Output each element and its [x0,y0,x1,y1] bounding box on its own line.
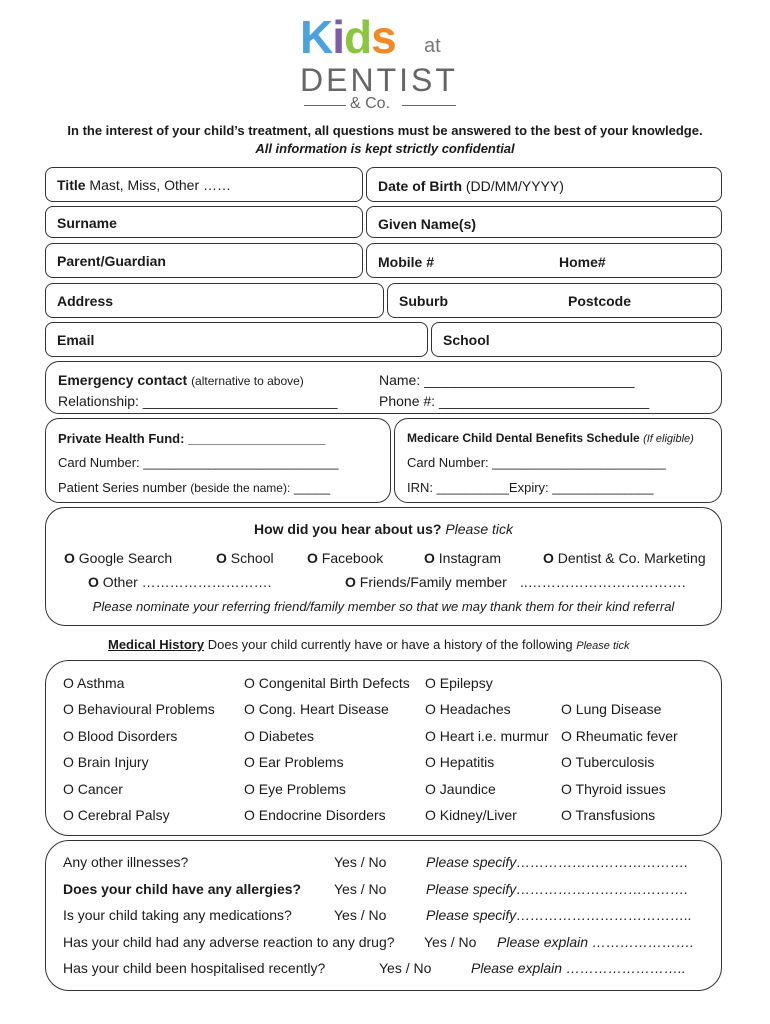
specify-field[interactable]: Please explain …………………….. [471,960,686,976]
condition-checkbox[interactable]: O Rheumatic fever [561,728,678,744]
parent-field[interactable] [45,243,363,278]
condition-checkbox[interactable]: O Jaundice [425,781,496,797]
medical-history-question: Does your child currently have or have a history of the following [207,637,573,652]
email-label: Email [57,332,95,348]
emergency-relationship[interactable]: Relationship: _________________________ [58,393,338,409]
address-label: Address [57,293,114,309]
option-mark: O [216,550,227,566]
health-card-field[interactable]: Card Number: ___________________________ [58,455,339,470]
condition-checkbox[interactable]: O Heart i.e. murmur [425,728,549,744]
address-field[interactable] [45,283,384,318]
condition-checkbox[interactable]: O Asthma [63,675,125,691]
condition-checkbox[interactable]: O Kidney/Liver [425,807,517,823]
logo-dentist: DENTIST [300,62,458,98]
title-label: Title [57,177,86,193]
patient-series-blank: _____ [293,480,331,495]
school-field[interactable] [431,322,722,357]
condition-checkbox[interactable]: O Headaches [425,701,511,717]
condition-checkbox[interactable]: O Transfusions [561,807,656,823]
option-mark: O [88,574,99,590]
option-mark: O [64,550,75,566]
condition-checkbox[interactable]: O Congenital Birth Defects [244,675,410,691]
intro-text: In the interest of your child’s treatment, all questions must be answered to the best of your knowledge. [67,123,703,138]
referral-title-note: Please tick [445,521,514,537]
option-mark: O [307,550,318,566]
question-text: Does your child have any allergies? [63,881,302,897]
logo-kids-letter-i: i [332,11,345,63]
dob-label: Date of Birth [378,178,462,194]
parent-label: Parent/Guardian [57,253,166,269]
yes-no-choice[interactable]: Yes / No [424,934,477,950]
option-facebook[interactable] [307,551,383,565]
medical-questions-box [45,840,722,991]
logo-kids-letter-d: d [344,11,372,63]
emergency-contact-box [45,361,722,414]
given-names-label: Given Name(s) [378,216,477,232]
medical-history-note: Please tick [576,640,630,652]
given-names-field[interactable] [366,206,722,238]
option-label: Facebook [321,550,384,566]
medical-history-title: Medical History [108,637,205,652]
private-health-box [45,418,391,503]
condition-checkbox[interactable]: O Brain Injury [63,754,149,770]
option-label: Dentist & Co. Marketing [557,550,706,566]
option-other[interactable] [88,575,272,589]
option-friends-family[interactable] [345,575,507,589]
title-options: Mast, Miss, Other …… [89,177,231,193]
condition-checkbox[interactable]: O Thyroid issues [561,781,666,797]
logo-kids-letter-s: s [371,11,396,63]
logo-divider-right [402,105,456,106]
irn-expiry-field[interactable]: IRN: __________Expiry: ______________ [407,480,654,495]
option-label: Other ………………………. [102,574,272,590]
email-field[interactable] [45,322,428,357]
condition-checkbox[interactable]: O Epilepsy [425,675,493,691]
question-text: Is your child taking any medications? [63,907,292,923]
surname-field[interactable] [45,206,363,238]
condition-checkbox[interactable]: O Tuberculosis [561,754,655,770]
option-label: Google Search [78,550,173,566]
medical-conditions-box [45,660,722,836]
option-mark: O [345,574,356,590]
dob-format: (DD/MM/YYYY) [465,178,564,194]
yes-no-choice[interactable]: Yes / No [334,881,387,897]
condition-checkbox[interactable]: O Cong. Heart Disease [244,701,389,717]
yes-no-choice[interactable]: Yes / No [334,907,387,923]
specify-field[interactable]: Please specify………………………………. [426,854,689,870]
mobile-label: Mobile # [378,254,435,270]
condition-checkbox[interactable]: O Eye Problems [244,781,346,797]
medical-history-heading [108,637,629,652]
condition-checkbox[interactable]: O Blood Disorders [63,728,178,744]
referral-source-box [45,507,722,626]
option-mark: O [424,550,435,566]
referral-instruction: Please nominate your referring friend/family member so that we may thank them for their kind referral [92,599,675,614]
option-label: School [230,550,274,566]
emergency-name[interactable]: Name: ___________________________ [379,372,635,388]
logo-kids-letter-k: K [300,11,333,63]
health-fund-field[interactable]: Private Health Fund: ___________________ [58,431,326,446]
condition-checkbox[interactable]: O Lung Disease [561,701,662,717]
confidential-note: All information is kept strictly confidential [255,141,515,156]
condition-checkbox[interactable]: O Endocrine Disorders [244,807,386,823]
option-school[interactable] [216,551,274,565]
surname-label: Surname [57,215,117,231]
logo-kids [300,11,396,63]
home-label: Home# [559,254,606,270]
option-label: Friends/Family member [359,574,507,590]
medicare-box [394,418,722,503]
condition-checkbox[interactable]: O Cerebral Palsy [63,807,170,823]
condition-checkbox[interactable]: O Diabetes [244,728,315,744]
postcode-label: Postcode [568,293,632,309]
condition-checkbox[interactable]: O Behavioural Problems [63,701,215,717]
emergency-phone[interactable]: Phone #: ___________________________ [379,393,650,409]
condition-checkbox[interactable]: O Cancer [63,781,123,797]
logo-at: at [424,35,441,57]
option-mark: O [543,550,554,566]
question-text: Has your child had any adverse reaction to any drug? [63,934,395,950]
logo-divider-left [304,105,346,106]
specify-field[interactable]: Please specify………………………………. [426,881,689,897]
medicare-note: (If eligible) [643,433,694,445]
patient-series-field[interactable] [58,481,330,494]
patient-series-note: (beside the name): [190,481,291,495]
yes-no-choice[interactable]: Yes / No [334,854,387,870]
option-google-search[interactable] [64,551,172,565]
option-instagram[interactable] [424,551,501,565]
option-label: Instagram [438,550,502,566]
emergency-label: Emergency contact [58,372,188,388]
question-text: Has your child been hospitalised recently? [63,960,326,976]
referral-title: How did you hear about us? [253,521,442,537]
suburb-postcode-field[interactable] [387,283,722,318]
specify-field[interactable]: Please explain …………………. [497,934,694,950]
suburb-label: Suburb [399,293,448,309]
medicare-card-field[interactable]: Card Number: ________________________ [407,455,666,470]
medicare-label: Medicare Child Dental Benefits Schedule [407,431,640,445]
question-text: Any other illnesses? [63,854,189,870]
school-label: School [443,332,490,348]
title-field[interactable] [45,167,363,202]
friends-family-blank[interactable]: ..……………………………. [520,574,686,590]
logo-co: & Co. [350,95,391,112]
dob-field[interactable] [366,167,722,202]
specify-field[interactable]: Please specify……………………………….. [426,907,693,923]
phone-field[interactable] [366,243,722,278]
patient-series-label: Patient Series number [58,480,187,495]
emergency-note: (alternative to above) [191,374,304,388]
option-dentist-marketing[interactable] [543,551,706,565]
yes-no-choice[interactable]: Yes / No [379,960,432,976]
condition-checkbox[interactable]: O Ear Problems [244,754,344,770]
condition-checkbox[interactable]: O Hepatitis [425,754,495,770]
